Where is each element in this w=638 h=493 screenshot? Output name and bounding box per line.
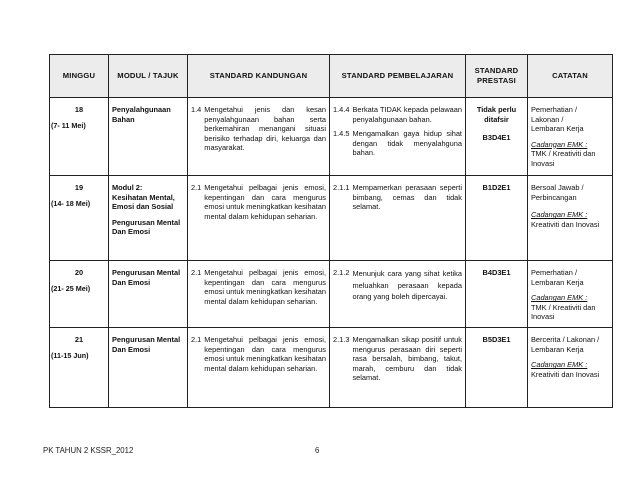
footer-document-label: PK TAHUN 2 KSSR_2012	[43, 446, 134, 455]
sp-item	[333, 129, 462, 158]
cadangan-emk: Cadangan EMK :	[531, 210, 588, 220]
table-row	[50, 176, 613, 261]
standard-prestasi-cell	[466, 176, 528, 261]
modul-cell	[109, 261, 188, 328]
catatan-line: TMK / Kreativiti dan Inovasi	[531, 302, 596, 322]
cadangan-emk: Cadangan EMK :	[531, 360, 588, 370]
catatan-line: Bersoal Jawab /	[531, 183, 584, 192]
sp-number: 2.1.3	[333, 335, 350, 344]
week-number: 21	[74, 335, 84, 344]
modul-title: Modul 2:	[112, 183, 143, 192]
sk-number: 2.1	[191, 268, 202, 277]
standard-kandungan-cell	[188, 176, 330, 261]
sk-text: Mengetahui pelbagai jenis emosi, kepentingan dan cara mengurus emosi untuk meningkatkan kesihatan mental dalam kehidupan seharian.	[204, 335, 326, 373]
standard-pembelajaran-cell	[330, 98, 466, 176]
sp-text: Mempamerkan perasaan seperti bimbang, cemas dan tidak selamat.	[352, 183, 462, 212]
sp-item	[333, 335, 462, 383]
catatan-line: Lembaran Kerja	[531, 124, 584, 134]
prestasi-code: B4D3E1	[482, 268, 511, 277]
catatan-line: Kreativiti dan Inovasi	[531, 219, 600, 229]
sp-item	[333, 268, 462, 303]
modul-title: Kesihatan Mental, Emosi dan Sosial	[112, 192, 175, 212]
standard-prestasi-cell	[466, 98, 528, 176]
table-row	[50, 328, 613, 408]
header-minggu: MINGGU	[50, 55, 109, 98]
modul-title: Pengurusan Mental Dan Emosi	[112, 335, 181, 354]
header-catatan: CATATAN	[528, 55, 613, 98]
lesson-plan-table	[49, 54, 613, 408]
prestasi-code: B3D4E1	[482, 133, 511, 143]
sp-number: 1.4.5	[333, 129, 350, 139]
sk-item	[191, 183, 326, 221]
week-cell	[50, 98, 109, 176]
week-dates: (14- 18 Mei)	[51, 198, 91, 208]
footer-page-number: 6	[315, 446, 320, 455]
standard-prestasi-cell	[466, 328, 528, 408]
cadangan-emk: Cadangan EMK :	[531, 293, 588, 303]
prestasi-code: B1D2E1	[482, 183, 511, 192]
sp-text: Mengamalkan gaya hidup sihat dengan tidak menyalahguna bahan.	[352, 129, 462, 158]
header-standard-pembelajaran: STANDARD PEMBELAJARAN	[330, 55, 466, 98]
sp-text: Menunjuk cara yang sihat ketika meluahkan perasaan kepada orang yang boleh dipercayai.	[352, 269, 462, 301]
header-standard-prestasi: STANDARD PRESTASI	[466, 55, 528, 98]
prestasi-code: B5D3E1	[482, 335, 511, 344]
sp-text: Berkata TIDAK kepada pelawaan penyalahgunaan bahan.	[352, 105, 462, 124]
sk-item	[191, 105, 326, 153]
week-number: 19	[74, 183, 84, 192]
week-cell	[50, 328, 109, 408]
modul-cell	[109, 98, 188, 176]
sk-text: Mengetahui pelbagai jenis emosi, kepentingan dan cara mengurus emosi untuk meningkatkan kesihatan mental dalam kehidupan seharian.	[204, 183, 326, 221]
modul-subtitle: Pengurusan Mental Dan Emosi	[112, 217, 181, 237]
catatan-line: Lakonan /	[531, 114, 564, 124]
cadangan-emk: Cadangan EMK :	[531, 139, 588, 149]
standard-prestasi-cell	[466, 261, 528, 328]
sp-text: Mengamalkan sikap positif untuk mengurus perasaan diri seperti rasa bersalah, bimbang, takut, marah, cemburu dan tidak selamat.	[352, 335, 462, 383]
table-header-row	[50, 55, 613, 98]
catatan-line: Pemerhatian /	[531, 105, 578, 114]
catatan-cell	[528, 261, 613, 328]
standard-pembelajaran-cell	[330, 328, 466, 408]
catatan-line: Perbincangan	[531, 192, 577, 202]
modul-title: Pengurusan Mental Dan Emosi	[112, 268, 181, 287]
week-cell	[50, 176, 109, 261]
catatan-line: Kreativiti dan Inovasi	[531, 369, 600, 379]
sp-item	[333, 105, 462, 124]
catatan-line: Lembaran Kerja	[531, 277, 584, 287]
standard-kandungan-cell	[188, 261, 330, 328]
table-row	[50, 98, 613, 176]
catatan-line: Bercerita / Lakonan / Lembaran Kerja	[531, 335, 600, 354]
header-standard-kandungan: STANDARD KANDUNGAN	[188, 55, 330, 98]
week-dates: (21- 25 Mei)	[51, 283, 91, 293]
sk-number: 2.1	[191, 335, 202, 344]
modul-cell	[109, 328, 188, 408]
sp-number: 2.1.2	[333, 268, 350, 277]
sk-text: Mengetahui pelbagai jenis emosi, kepentingan dan cara mengurus emosi untuk meningkatkan kesihatan mental dalam kehidupan seharian.	[204, 268, 326, 306]
sp-number: 2.1.1	[333, 183, 350, 192]
standard-kandungan-cell	[188, 98, 330, 176]
catatan-cell	[528, 98, 613, 176]
modul-title: Penyalahgunaan Bahan	[112, 105, 171, 124]
catatan-cell	[528, 176, 613, 261]
week-number: 20	[74, 268, 84, 277]
sk-number: 1.4	[191, 105, 202, 114]
sk-number: 2.1	[191, 183, 202, 192]
sp-number: 1.4.4	[333, 105, 350, 114]
standard-pembelajaran-cell	[330, 261, 466, 328]
week-dates: (7- 11 Mei)	[51, 120, 86, 130]
week-number: 18	[74, 105, 84, 114]
catatan-line: Pemerhatian /	[531, 268, 578, 277]
week-dates: (11-15 Jun)	[51, 350, 89, 360]
table-row	[50, 261, 613, 328]
modul-cell	[109, 176, 188, 261]
header-modul: MODUL / TAJUK	[109, 55, 188, 98]
sk-text: Mengetahui jenis dan kesan penyalahgunaan bahan serta berkemahiran menangani situasi berisiko terhadap diri, keluarga dan masyarakat.	[204, 105, 326, 153]
week-cell	[50, 261, 109, 328]
catatan-cell	[528, 328, 613, 408]
catatan-line: TMK / Kreativiti dan Inovasi	[531, 149, 596, 168]
standard-kandungan-cell	[188, 328, 330, 408]
sk-item	[191, 335, 326, 373]
standard-pembelajaran-cell	[330, 176, 466, 261]
sp-item	[333, 183, 462, 212]
prestasi-note: Tidak perlu ditafsir	[476, 105, 517, 124]
sk-item	[191, 268, 326, 306]
